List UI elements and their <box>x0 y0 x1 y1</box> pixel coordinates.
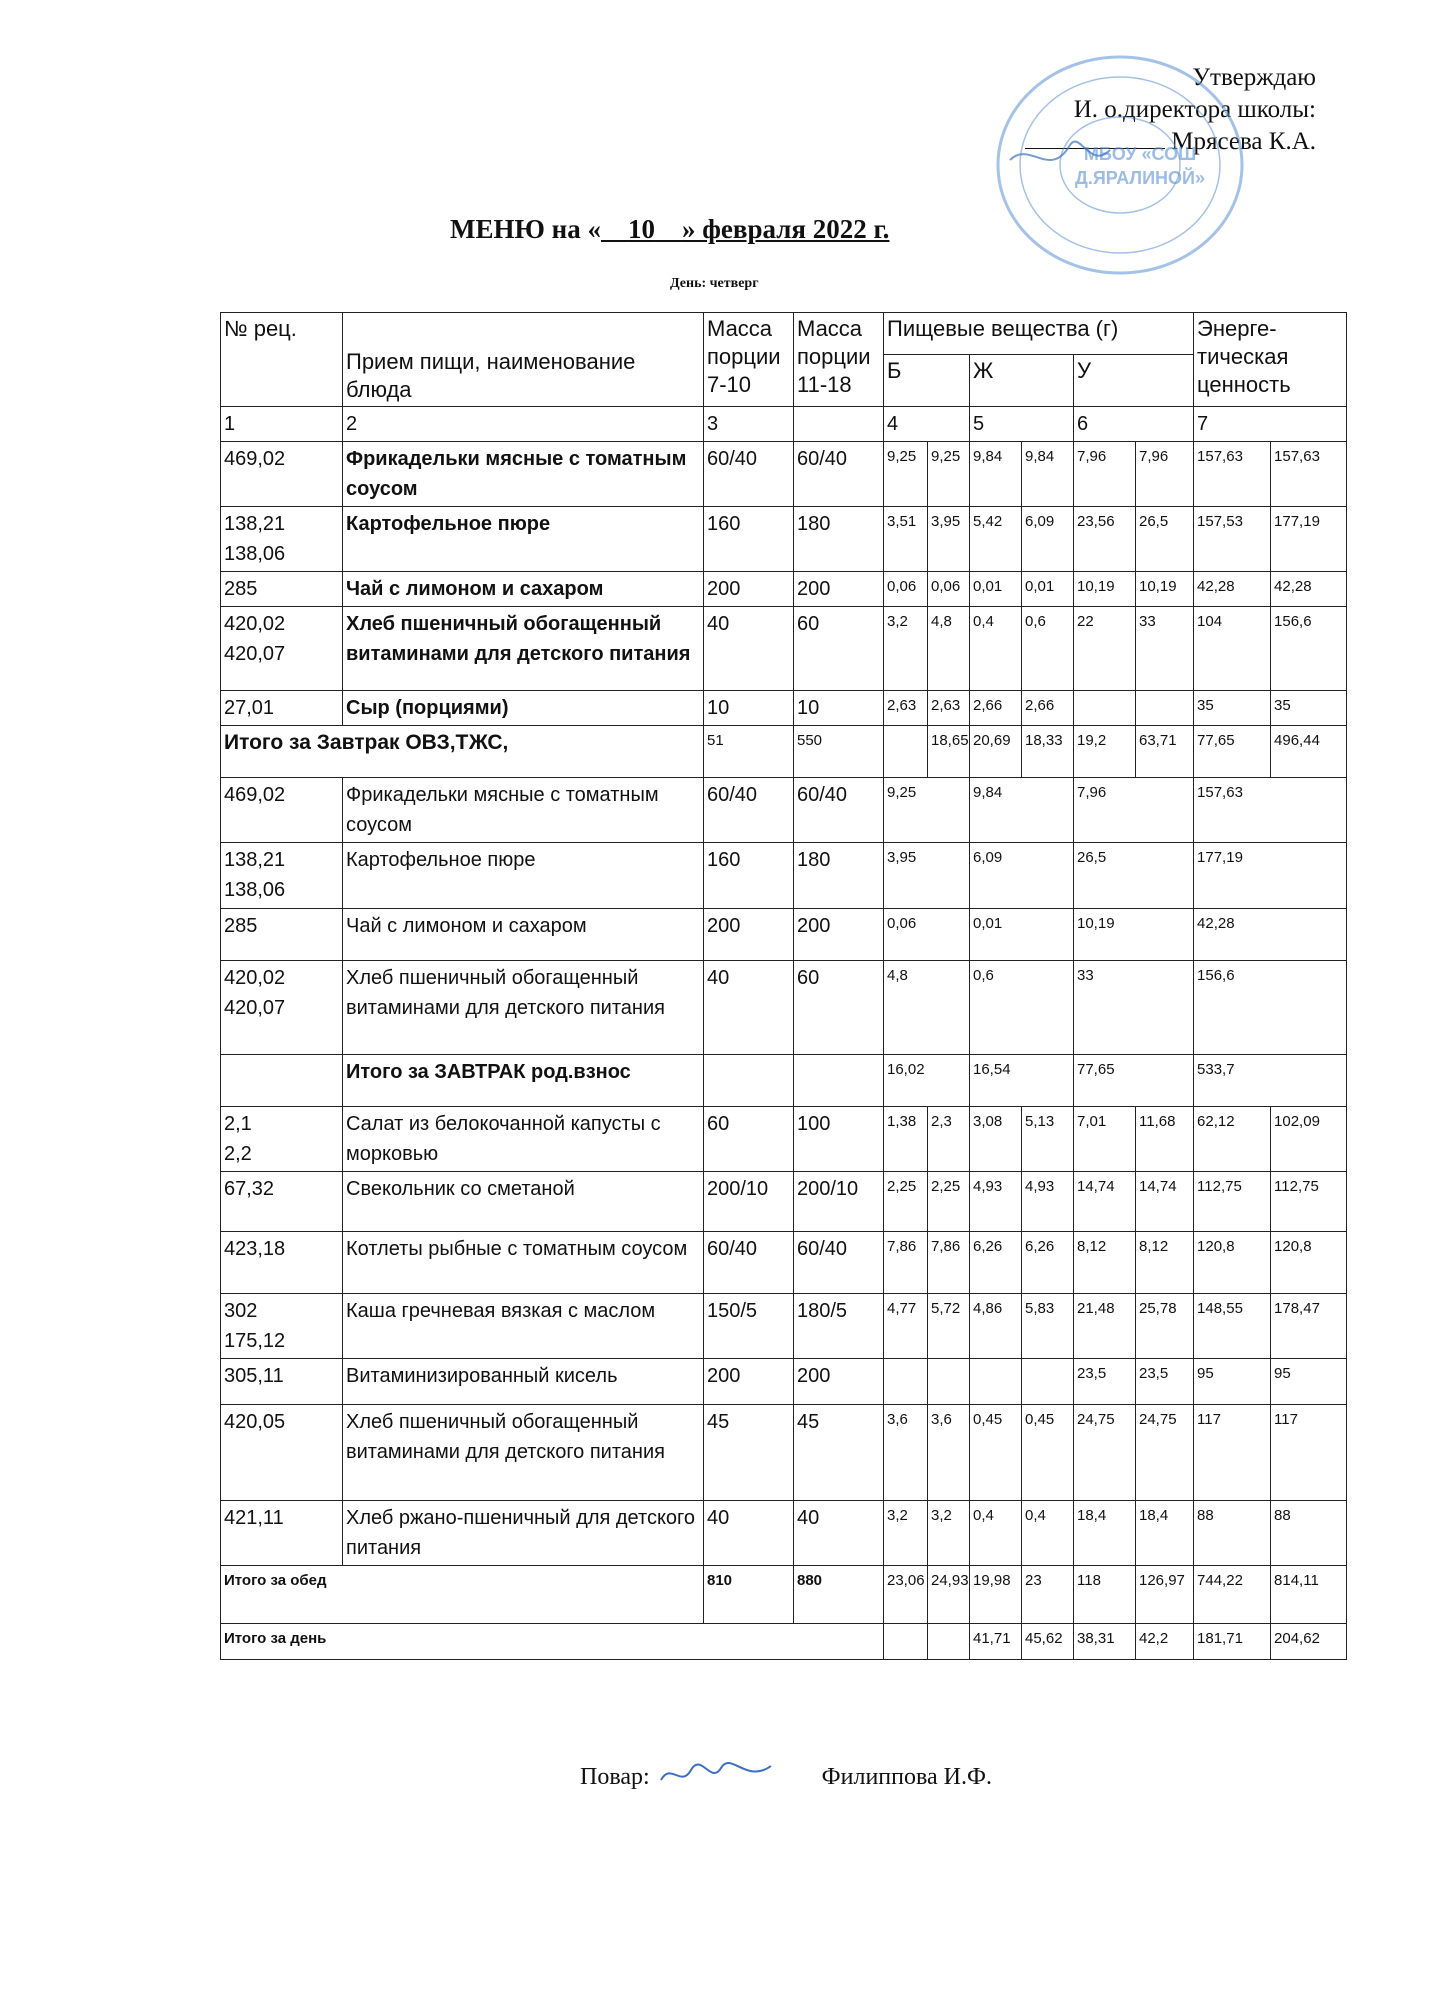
fat: 0,01 <box>970 909 1074 961</box>
mass-7-10: 40 <box>704 1501 794 1566</box>
protein-7-10: 23,06 <box>884 1566 928 1624</box>
mass-7-10: 60/40 <box>704 1232 794 1294</box>
dish-name: Чай с лимоном и сахаром <box>343 572 704 607</box>
protein-7-10: 1,38 <box>884 1107 928 1172</box>
cook-name: Филиппова И.Ф. <box>821 1764 992 1790</box>
mass-7-10: 40 <box>704 607 794 691</box>
col-num: 2 <box>343 407 704 442</box>
carbs-7-10: 24,75 <box>1074 1405 1136 1501</box>
stamp-text-2: Д.ЯРАЛИНОЙ» <box>1075 168 1205 188</box>
table-row <box>221 1359 1347 1405</box>
carbs-11-18: 25,78 <box>1136 1294 1194 1359</box>
energy-7-10: 157,53 <box>1194 507 1271 572</box>
protein-7-10: 2,25 <box>884 1172 928 1232</box>
fat-7-10 <box>970 1359 1022 1405</box>
dish-name: Витаминизированный кисель <box>343 1359 704 1405</box>
table-row <box>221 691 1347 726</box>
mass-7-10: 40 <box>704 961 794 1055</box>
fat-11-18: 45,62 <box>1022 1624 1074 1660</box>
energy-7-10: 117 <box>1194 1405 1271 1501</box>
fat-11-18: 23 <box>1022 1566 1074 1624</box>
energy-7-10: 744,22 <box>1194 1566 1271 1624</box>
rec-number-line: 175,12 <box>224 1330 286 1352</box>
carbs: 7,96 <box>1074 778 1194 843</box>
carbs-11-18: 11,68 <box>1136 1107 1194 1172</box>
menu-table <box>220 312 1347 1660</box>
mass-11-18: 60/40 <box>794 778 884 843</box>
protein-11-18: 4,8 <box>928 607 970 691</box>
col-num: 6 <box>1074 407 1194 442</box>
mass-11-18: 180/5 <box>794 1294 884 1359</box>
mass-7-10: 160 <box>704 507 794 572</box>
rec-number <box>221 1405 343 1501</box>
mass-11-18: 10 <box>794 691 884 726</box>
rec-number-line: 138,06 <box>224 879 286 901</box>
fat-7-10: 4,86 <box>970 1294 1022 1359</box>
fat-7-10: 19,98 <box>970 1566 1022 1624</box>
carbs-11-18: 24,75 <box>1136 1405 1194 1501</box>
rec-number <box>221 507 343 572</box>
fat-7-10: 0,4 <box>970 1501 1022 1566</box>
fat-7-10: 41,71 <box>970 1624 1022 1660</box>
table-row <box>221 843 1347 909</box>
protein-7-10: 3,2 <box>884 607 928 691</box>
rec-number-line: 423,18 <box>224 1238 286 1260</box>
energy: 157,63 <box>1194 778 1347 843</box>
mass-7-10: 200 <box>704 1359 794 1405</box>
day-label: День: четверг <box>670 276 759 291</box>
carbs-7-10: 23,56 <box>1074 507 1136 572</box>
protein-11-18: 2,25 <box>928 1172 970 1232</box>
rec-number-line: 138,06 <box>224 543 286 565</box>
fat-11-18: 0,4 <box>1022 1501 1074 1566</box>
protein-11-18: 18,65 <box>928 726 970 778</box>
rec-number-line: 138,21 <box>224 849 286 871</box>
school-stamp <box>990 50 1250 280</box>
protein-11-18: 3,95 <box>928 507 970 572</box>
fat: 6,09 <box>970 843 1074 909</box>
rec-number-line: 305,11 <box>224 1365 284 1387</box>
header-protein: Б <box>884 355 970 407</box>
mass-7-10: 200 <box>704 909 794 961</box>
carbs-11-18: 7,96 <box>1136 442 1194 507</box>
carbs-7-10: 7,96 <box>1074 442 1136 507</box>
rec-number <box>221 843 343 909</box>
rec-number <box>221 1107 343 1172</box>
protein-11-18: 0,06 <box>928 572 970 607</box>
fat-11-18 <box>1022 1359 1074 1405</box>
mass-7-10: 60/40 <box>704 442 794 507</box>
carbs: 10,19 <box>1074 909 1194 961</box>
fat-11-18: 0,01 <box>1022 572 1074 607</box>
table-row <box>221 1107 1347 1172</box>
col-num: 4 <box>884 407 970 442</box>
table-row <box>221 572 1347 607</box>
col-num: 7 <box>1194 407 1347 442</box>
energy-11-18: 35 <box>1271 691 1347 726</box>
fat-7-10: 9,84 <box>970 442 1022 507</box>
fat-11-18: 9,84 <box>1022 442 1074 507</box>
mass-11-18: 880 <box>794 1566 884 1624</box>
carbs: 26,5 <box>1074 843 1194 909</box>
energy: 42,28 <box>1194 909 1347 961</box>
protein-11-18: 2,3 <box>928 1107 970 1172</box>
fat-7-10: 3,08 <box>970 1107 1022 1172</box>
rec-number <box>221 1055 343 1107</box>
mass-7-10: 51 <box>704 726 794 778</box>
energy: 533,7 <box>1194 1055 1347 1107</box>
dish-name: Каша гречневая вязкая с маслом <box>343 1294 704 1359</box>
protein-7-10: 7,86 <box>884 1232 928 1294</box>
rec-number <box>221 607 343 691</box>
rec-number-line: 469,02 <box>224 448 286 470</box>
rec-number-line: 421,11 <box>224 1507 284 1529</box>
dish-name: Салат из белокочанной капусты с морковью <box>343 1107 704 1172</box>
col-num: 5 <box>970 407 1074 442</box>
carbs-11-18: 14,74 <box>1136 1172 1194 1232</box>
header-row-1 <box>221 313 1347 355</box>
mass-11-18: 60/40 <box>794 442 884 507</box>
title-suffix: » февраля 2022 г. <box>681 214 890 244</box>
menu-title <box>450 214 889 245</box>
protein-7-10: 3,2 <box>884 1501 928 1566</box>
dish-name: Фрикадельки мясные с томатным соусом <box>343 778 704 843</box>
rec-number-line: 302 <box>224 1300 258 1322</box>
header-nutrients: Пищевые вещества (г) <box>884 313 1194 355</box>
energy-7-10: 148,55 <box>1194 1294 1271 1359</box>
total-row-day <box>221 1624 1347 1660</box>
mass-11-18: 100 <box>794 1107 884 1172</box>
energy-11-18: 42,28 <box>1271 572 1347 607</box>
energy-7-10: 120,8 <box>1194 1232 1271 1294</box>
carbs-11-18: 126,97 <box>1136 1566 1194 1624</box>
rec-number <box>221 961 343 1055</box>
carbs-11-18: 26,5 <box>1136 507 1194 572</box>
protein-11-18 <box>928 1624 970 1660</box>
rec-number <box>221 442 343 507</box>
energy-7-10: 157,63 <box>1194 442 1271 507</box>
energy-7-10: 42,28 <box>1194 572 1271 607</box>
table-row <box>221 961 1347 1055</box>
dish-name: Сыр (порциями) <box>343 691 704 726</box>
mass-7-10: 60/40 <box>704 778 794 843</box>
mass-11-18: 60 <box>794 607 884 691</box>
energy-11-18: 496,44 <box>1271 726 1347 778</box>
energy-11-18: 157,63 <box>1271 442 1347 507</box>
carbs-7-10: 23,5 <box>1074 1359 1136 1405</box>
rec-number-line: 138,21 <box>224 513 286 535</box>
energy: 156,6 <box>1194 961 1347 1055</box>
col-num: 1 <box>221 407 343 442</box>
protein-7-10: 0,06 <box>884 572 928 607</box>
carbs-11-18: 18,4 <box>1136 1501 1194 1566</box>
protein-11-18: 5,72 <box>928 1294 970 1359</box>
mass-11-18 <box>794 1055 884 1107</box>
energy-11-18: 120,8 <box>1271 1232 1347 1294</box>
energy-7-10: 181,71 <box>1194 1624 1271 1660</box>
rec-number-line: 420,07 <box>224 997 286 1019</box>
energy-11-18: 117 <box>1271 1405 1347 1501</box>
carbs-11-18: 63,71 <box>1136 726 1194 778</box>
rec-number <box>221 1501 343 1566</box>
mass-11-18: 180 <box>794 507 884 572</box>
rec-number-line: 420,02 <box>224 613 286 635</box>
fat-11-18: 4,93 <box>1022 1172 1074 1232</box>
fat-7-10: 5,42 <box>970 507 1022 572</box>
carbs-11-18: 33 <box>1136 607 1194 691</box>
total-row-breakfast-ovz <box>221 726 1347 778</box>
table-row <box>221 607 1347 691</box>
mass-7-10: 150/5 <box>704 1294 794 1359</box>
cook-label: Повар: <box>580 1764 650 1790</box>
rec-number-line: 285 <box>224 915 258 937</box>
rec-number-line: 469,02 <box>224 784 286 806</box>
mass-7-10 <box>704 1055 794 1107</box>
fat-11-18: 6,09 <box>1022 507 1074 572</box>
fat-7-10: 2,66 <box>970 691 1022 726</box>
carbs-7-10: 8,12 <box>1074 1232 1136 1294</box>
approval-title: Утверждаю <box>1192 64 1316 91</box>
table-row <box>221 442 1347 507</box>
rec-number-line: 285 <box>224 578 258 600</box>
fat-11-18: 2,66 <box>1022 691 1074 726</box>
energy-7-10: 62,12 <box>1194 1107 1271 1172</box>
protein-11-18: 24,93 <box>928 1566 970 1624</box>
protein-11-18: 2,63 <box>928 691 970 726</box>
protein-7-10 <box>884 1624 928 1660</box>
mass-7-10: 45 <box>704 1405 794 1501</box>
mass-11-18: 200 <box>794 572 884 607</box>
carbs-7-10 <box>1074 691 1136 726</box>
protein-11-18: 3,2 <box>928 1501 970 1566</box>
energy-7-10: 104 <box>1194 607 1271 691</box>
approval-name: Мрясева К.А. <box>1171 128 1316 155</box>
table-row <box>221 1172 1347 1232</box>
cook-signature-scribble <box>656 1760 776 1790</box>
mass-7-10: 60 <box>704 1107 794 1172</box>
header-energy: Энерге-тическая ценность <box>1194 313 1347 407</box>
mass-7-10: 10 <box>704 691 794 726</box>
energy: 177,19 <box>1194 843 1347 909</box>
mass-7-10: 200/10 <box>704 1172 794 1232</box>
header-mass-7-10: Масса порции 7-10 <box>704 313 794 407</box>
mass-11-18: 200 <box>794 1359 884 1405</box>
fat: 16,54 <box>970 1055 1074 1107</box>
rec-number <box>221 1294 343 1359</box>
mass-11-18: 550 <box>794 726 884 778</box>
table-row <box>221 1232 1347 1294</box>
dish-name: Хлеб пшеничный обогащенный витаминами для детского питания <box>343 961 704 1055</box>
carbs-7-10: 14,74 <box>1074 1172 1136 1232</box>
protein: 3,95 <box>884 843 970 909</box>
table-row <box>221 778 1347 843</box>
header-mass-11-18: Масса порции 11-18 <box>794 313 884 407</box>
carbs-7-10: 118 <box>1074 1566 1136 1624</box>
protein-11-18: 7,86 <box>928 1232 970 1294</box>
protein-11-18: 3,6 <box>928 1405 970 1501</box>
protein: 4,8 <box>884 961 970 1055</box>
header-meal: Прием пищи, наименование блюда <box>343 313 704 407</box>
protein: 9,25 <box>884 778 970 843</box>
stamp-text-1: МБОУ «СОШ <box>1083 144 1197 164</box>
energy-7-10: 88 <box>1194 1501 1271 1566</box>
energy-7-10: 95 <box>1194 1359 1271 1405</box>
total-label: Итого за обед <box>221 1566 704 1624</box>
fat-11-18: 6,26 <box>1022 1232 1074 1294</box>
rec-number-line: 420,05 <box>224 1411 286 1433</box>
protein-7-10: 4,77 <box>884 1294 928 1359</box>
rec-number-line: 420,02 <box>224 967 286 989</box>
energy-11-18: 204,62 <box>1271 1624 1347 1660</box>
energy-11-18: 178,47 <box>1271 1294 1347 1359</box>
energy-11-18: 102,09 <box>1271 1107 1347 1172</box>
mass-11-18: 200/10 <box>794 1172 884 1232</box>
fat-7-10: 20,69 <box>970 726 1022 778</box>
carbs-7-10: 7,01 <box>1074 1107 1136 1172</box>
rec-number-line: 420,07 <box>224 643 286 665</box>
carbs-11-18: 10,19 <box>1136 572 1194 607</box>
protein-7-10: 2,63 <box>884 691 928 726</box>
protein-11-18 <box>928 1359 970 1405</box>
protein-7-10: 9,25 <box>884 442 928 507</box>
rec-number <box>221 1359 343 1405</box>
fat-7-10: 6,26 <box>970 1232 1022 1294</box>
energy-7-10: 77,65 <box>1194 726 1271 778</box>
carbs: 33 <box>1074 961 1194 1055</box>
carbs-7-10: 21,48 <box>1074 1294 1136 1359</box>
rec-number <box>221 572 343 607</box>
rec-number <box>221 691 343 726</box>
mass-11-18: 180 <box>794 843 884 909</box>
carbs-7-10: 19,2 <box>1074 726 1136 778</box>
carbs-11-18 <box>1136 691 1194 726</box>
column-number-row <box>221 407 1347 442</box>
total-label: Итого за день <box>221 1624 884 1660</box>
table-row <box>221 1501 1347 1566</box>
protein: 16,02 <box>884 1055 970 1107</box>
dish-name: Картофельное пюре <box>343 843 704 909</box>
fat-7-10: 0,01 <box>970 572 1022 607</box>
dish-name: Котлеты рыбные с томатным соусом <box>343 1232 704 1294</box>
fat-11-18: 5,13 <box>1022 1107 1074 1172</box>
total-label: Итого за ЗАВТРАК род.взнос <box>343 1055 704 1107</box>
fat: 0,6 <box>970 961 1074 1055</box>
rec-number <box>221 778 343 843</box>
mass-7-10: 810 <box>704 1566 794 1624</box>
mass-11-18: 60/40 <box>794 1232 884 1294</box>
dish-name: Свекольник со сметаной <box>343 1172 704 1232</box>
mass-11-18: 60 <box>794 961 884 1055</box>
energy-11-18: 95 <box>1271 1359 1347 1405</box>
energy-11-18: 112,75 <box>1271 1172 1347 1232</box>
fat-11-18: 0,6 <box>1022 607 1074 691</box>
carbs: 77,65 <box>1074 1055 1194 1107</box>
table-row <box>221 909 1347 961</box>
col-num: 3 <box>704 407 794 442</box>
carbs-7-10: 22 <box>1074 607 1136 691</box>
rec-number-line: 67,32 <box>224 1178 275 1200</box>
protein: 0,06 <box>884 909 970 961</box>
protein-7-10: 3,6 <box>884 1405 928 1501</box>
rec-number-line: 2,1 <box>224 1113 252 1135</box>
protein-7-10 <box>884 1359 928 1405</box>
title-day: 10 <box>627 214 655 244</box>
title-prefix: МЕНЮ на « <box>450 214 601 244</box>
energy-11-18: 177,19 <box>1271 507 1347 572</box>
header-carbs: У <box>1074 355 1194 407</box>
fat: 9,84 <box>970 778 1074 843</box>
mass-11-18: 40 <box>794 1501 884 1566</box>
cook-signature <box>580 1760 992 1791</box>
rec-number-line: 2,2 <box>224 1143 252 1165</box>
header-fat: Ж <box>970 355 1074 407</box>
rec-number <box>221 1232 343 1294</box>
protein-7-10 <box>884 726 928 778</box>
table-row <box>221 1405 1347 1501</box>
dish-name: Чай с лимоном и сахаром <box>343 909 704 961</box>
carbs-7-10: 10,19 <box>1074 572 1136 607</box>
carbs-11-18: 23,5 <box>1136 1359 1194 1405</box>
mass-11-18: 45 <box>794 1405 884 1501</box>
carbs-7-10: 18,4 <box>1074 1501 1136 1566</box>
fat-7-10: 4,93 <box>970 1172 1022 1232</box>
protein-11-18: 9,25 <box>928 442 970 507</box>
table-row <box>221 1294 1347 1359</box>
rec-number-line: 27,01 <box>224 697 275 719</box>
header-rec-no: № рец. <box>221 313 343 407</box>
carbs-7-10: 38,31 <box>1074 1624 1136 1660</box>
energy-7-10: 112,75 <box>1194 1172 1271 1232</box>
fat-11-18: 18,33 <box>1022 726 1074 778</box>
dish-name: Хлеб пшеничный обогащенный витаминами для детского питания <box>343 607 704 691</box>
total-label: Итого за Завтрак ОВЗ,ТЖС, <box>221 726 704 778</box>
protein-7-10: 3,51 <box>884 507 928 572</box>
carbs-11-18: 8,12 <box>1136 1232 1194 1294</box>
rec-number <box>221 909 343 961</box>
approval-position: И. о.директора школы: <box>1073 96 1316 123</box>
carbs-11-18: 42,2 <box>1136 1624 1194 1660</box>
fat-11-18: 0,45 <box>1022 1405 1074 1501</box>
dish-name: Хлеб пшеничный обогащенный витаминами для детского питания <box>343 1405 704 1501</box>
total-row-lunch <box>221 1566 1347 1624</box>
rec-number <box>221 1172 343 1232</box>
dish-name: Картофельное пюре <box>343 507 704 572</box>
dish-name: Фрикадельки мясные с томатным соусом <box>343 442 704 507</box>
fat-11-18: 5,83 <box>1022 1294 1074 1359</box>
mass-7-10: 160 <box>704 843 794 909</box>
energy-11-18: 88 <box>1271 1501 1347 1566</box>
col-num <box>794 407 884 442</box>
total-row-breakfast-paid <box>221 1055 1347 1107</box>
energy-7-10: 35 <box>1194 691 1271 726</box>
fat-7-10: 0,45 <box>970 1405 1022 1501</box>
energy-11-18: 156,6 <box>1271 607 1347 691</box>
mass-11-18: 200 <box>794 909 884 961</box>
table-row <box>221 507 1347 572</box>
mass-7-10: 200 <box>704 572 794 607</box>
fat-7-10: 0,4 <box>970 607 1022 691</box>
dish-name: Хлеб ржано-пшеничный для детского питания <box>343 1501 704 1566</box>
energy-11-18: 814,11 <box>1271 1566 1347 1624</box>
